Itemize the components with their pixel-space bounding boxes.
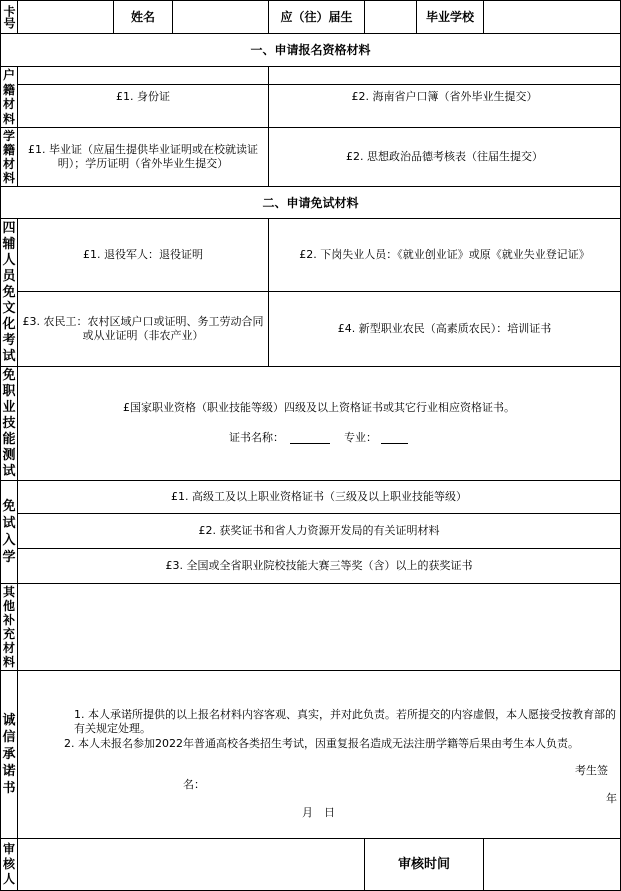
month-day-label: 月 日 — [302, 806, 335, 819]
id-card-checkbox-item[interactable]: £1. 身份证 — [116, 90, 170, 103]
skill-test-side-label: 免职业技能测试 — [2, 367, 16, 479]
year-label: 年 — [606, 792, 617, 805]
qualification-certificate-checkbox-item[interactable]: £国家职业资格（职业技能等级）四级及以上资格证书或其它行业相应资格证书。 — [123, 401, 515, 414]
name-label: 姓名 — [130, 10, 155, 24]
card-number-field[interactable] — [18, 1, 113, 33]
pledge-line-2: 2. 本人未报名参加2022年普通高校各类招生考试，因重复报名造成无法注册学籍等后果由考生本人负责。 — [64, 737, 579, 750]
name-field[interactable] — [173, 1, 268, 33]
unemployed-checkbox-item[interactable]: £2. 下岗失业人员：《就业创业证》或原《就业失业登记证》 — [299, 248, 590, 261]
other-materials-field[interactable] — [18, 584, 620, 670]
major-field[interactable] — [381, 443, 408, 444]
four-groups-side-label: 四辅人员免文化考试 — [2, 220, 16, 364]
pledge-line-1: 1. 本人承诺所提供的以上报名材料内容客观、真实，并对此负责。若所提交的内容虚假，本人愿接受按教育部的有关规定处理。 — [74, 708, 616, 735]
sign-label: 考生签 — [575, 764, 608, 777]
diploma-checkbox-item[interactable]: £1. 毕业证（应届生提供毕业证明或在校就读证明）；学历证明（省外毕业生提交） — [28, 143, 258, 170]
school-label: 毕业学校 — [425, 10, 474, 24]
sign-name-label: 名： — [183, 778, 205, 791]
graduate-type-field[interactable] — [365, 1, 416, 33]
veteran-checkbox-item[interactable]: £1. 退役军人：退役证明 — [83, 248, 203, 261]
section-1-title: 一、申请报名资格材料 — [250, 43, 371, 57]
school-status-side-label: 学籍材料 — [2, 129, 15, 185]
review-time-label: 审核时间 — [397, 856, 450, 872]
pledge-side-label: 诚信承诺书 — [2, 713, 16, 796]
card-number-label: 卡号 — [2, 5, 16, 29]
household-side-label: 户籍材料 — [2, 68, 15, 126]
school-field[interactable] — [484, 1, 620, 33]
senior-worker-checkbox-item[interactable]: £1. 高级工及以上职业资格证书（三级及以上职业技能等级） — [171, 490, 467, 503]
line — [0, 366, 621, 367]
reviewer-side-label: 审核人 — [2, 842, 15, 886]
certificate-name-label: 证书名称： — [229, 431, 284, 444]
migrant-worker-checkbox-item[interactable]: £3. 农民工：农村区域户口或证明、务工劳动合同或从业证明（非农产业） — [22, 315, 264, 342]
moral-assessment-checkbox-item[interactable]: £2. 思想政治品德考核表（往届生提交） — [346, 150, 543, 163]
admission-side-label: 免试入学 — [2, 499, 16, 565]
award-certificate-checkbox-item[interactable]: £2. 获奖证书和省人力资源开发局的有关证明材料 — [198, 524, 440, 537]
line — [0, 670, 621, 671]
new-farmer-checkbox-item[interactable]: £4. 新型职业农民（高素质农民）：培训证书 — [337, 322, 552, 335]
graduate-type-label: 应（往）届生 — [280, 10, 353, 24]
household-register-checkbox-item[interactable]: £2. 海南省户口簿（省外毕业生提交） — [351, 90, 538, 103]
reviewer-field[interactable] — [18, 839, 364, 890]
review-time-field[interactable] — [484, 839, 620, 890]
major-label: 专业： — [344, 431, 377, 444]
certificate-name-field[interactable] — [290, 443, 330, 444]
other-materials-side-label: 其他补充材料 — [2, 585, 15, 669]
section-2-title: 二、申请免试材料 — [262, 195, 359, 210]
skill-contest-checkbox-item[interactable]: £3. 全国或全省职业院校技能大赛三等奖（含）以上的获奖证书 — [165, 559, 473, 572]
